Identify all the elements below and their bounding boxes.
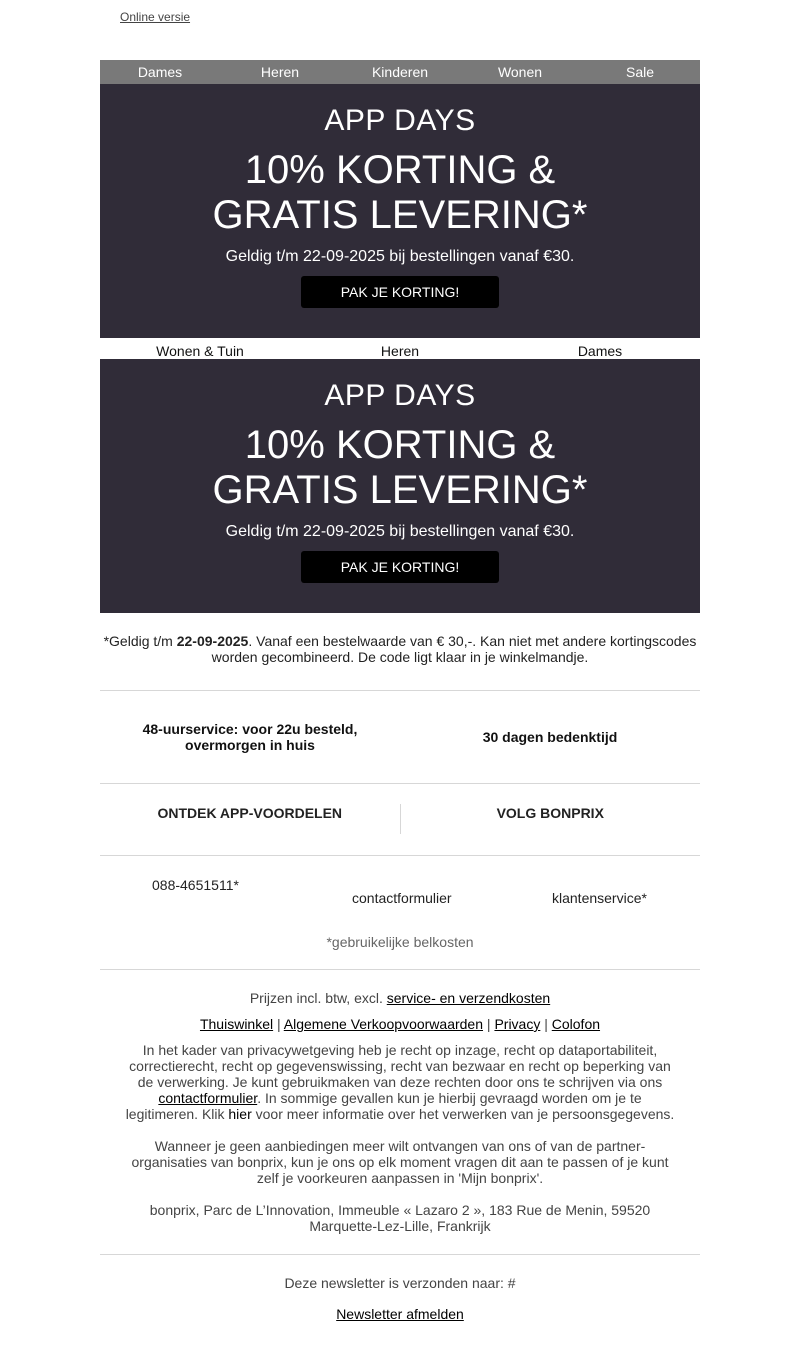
sub-nav <box>100 338 700 359</box>
promo-kicker: APP DAYS <box>324 379 476 412</box>
top-nav <box>100 60 700 84</box>
promo-banner-2[interactable] <box>100 359 700 613</box>
newsletter-footer <box>100 1255 700 1322</box>
prices-prefix: Prijzen incl. btw, excl. <box>249 990 387 1006</box>
promo-cta-button[interactable]: PAK JE KORTING! <box>301 276 499 308</box>
usp-delivery[interactable] <box>100 721 400 753</box>
online-version-link[interactable]: Online versie <box>120 10 191 24</box>
disclaimer-date: 22-09-2025 <box>176 633 249 649</box>
subnav-item-dames[interactable]: Dames <box>577 343 623 359</box>
nav-item-heren[interactable]: Heren <box>260 64 300 80</box>
privacy-contact-form-link[interactable]: contactformulier <box>158 1090 258 1106</box>
unsubscribe-link[interactable]: Newsletter afmelden <box>336 1306 464 1322</box>
promo-banner[interactable] <box>100 84 700 338</box>
privacy-text <box>100 1042 700 1122</box>
follow-bonprix-link[interactable]: VOLG BONPRIX <box>496 805 604 821</box>
privacy-text-3: voor meer informatie over het verwerken van je persoonsgegevens. <box>251 1106 675 1122</box>
footer <box>100 970 700 1234</box>
nav-item-kinderen[interactable]: Kinderen <box>371 64 429 80</box>
unsubscribe-info: Wanneer je geen aanbiedingen meer wilt ontvangen van ons of van de partner-organisaties van bonprix, kun je ons op elk moment vragen dit aan te passen of je kunt zelf je voorkeuren aanpassen in 'Mijn bonprix'. <box>131 1138 669 1186</box>
terms-link[interactable]: Algemene Verkoopvoorwaarden <box>283 1016 484 1032</box>
company-address: bonprix, Parc de L’Innovation, Immeuble « Lazaro 2 », 183 Rue de Menin, 59520 Marquette-Lez-Lille, Frankrijk <box>149 1202 651 1234</box>
promo-kicker: APP DAYS <box>324 104 476 137</box>
nav-item-wonen[interactable]: Wonen <box>497 64 543 80</box>
disclaimer-prefix: *Geldig t/m <box>103 633 177 649</box>
thuiswinkel-link[interactable]: Thuiswinkel <box>199 1016 274 1032</box>
call-cost-note: *gebruikelijke belkosten <box>326 934 474 950</box>
prices-note <box>100 990 700 1006</box>
phone-link[interactable]: 088-4651511* <box>152 877 239 893</box>
privacy-here-link[interactable]: hier <box>228 1106 252 1122</box>
usp-delivery-line2: overmorgen in huis <box>185 737 315 753</box>
promo-cta-button[interactable]: PAK JE KORTING! <box>301 551 499 583</box>
promo-headline-line2: GRATIS LEVERING* <box>212 468 588 512</box>
sent-to-text: Deze newsletter is verzonden naar: # <box>284 1275 516 1291</box>
shipping-costs-link[interactable]: service- en verzendkosten <box>386 990 551 1006</box>
disclaimer-rest: . Vanaf een bestelwaarde van € 30,-. Kan niet met andere kortingscodes worden gecombineerd. De code ligt klaar in je winkelmandje. <box>211 633 697 665</box>
promo-headline <box>100 148 700 238</box>
subnav-item-heren[interactable]: Heren <box>380 343 420 359</box>
promo-validity: Geldig t/m 22-09-2025 bij bestellingen vanaf €30. <box>225 523 575 540</box>
legal-links <box>100 1016 700 1032</box>
contact-form-link[interactable]: contactformulier <box>352 890 452 906</box>
link-separator: | <box>277 1016 281 1032</box>
usp-returns[interactable]: 30 dagen bedenktijd <box>482 729 618 745</box>
service-usp <box>100 691 700 783</box>
link-separator: | <box>544 1016 548 1032</box>
nav-item-dames[interactable]: Dames <box>137 64 183 80</box>
promo-headline <box>100 423 700 513</box>
usp-delivery-line1: 48-uurservice: voor 22u besteld, <box>142 721 358 737</box>
privacy-link[interactable]: Privacy <box>494 1016 541 1032</box>
subnav-item-wonen-tuin[interactable]: Wonen & Tuin <box>156 343 244 359</box>
colofon-link[interactable]: Colofon <box>551 1016 601 1032</box>
contact-section <box>100 856 700 969</box>
nav-item-sale[interactable]: Sale <box>625 64 655 80</box>
link-separator: | <box>486 1016 491 1032</box>
privacy-text-1: In het kader van privacywetgeving heb je recht op inzage, recht op dataportabiliteit, correctierecht, recht op gegevenswissing, recht van bezwaar en recht op beperking van de verwerking. Je kunt gebruikmaken van deze rechten door ons te schrijven via ons <box>129 1042 671 1090</box>
promo-headline-line1: 10% KORTING & <box>244 148 556 192</box>
app-and-social <box>100 784 700 855</box>
promo-disclaimer <box>100 633 700 665</box>
privacy-text-2: . In sommige gevallen kun je hierbij gevraagd worden om je te legitimeren. Klik <box>125 1090 642 1122</box>
customer-service-link[interactable]: klantenservice* <box>552 890 647 906</box>
promo-headline-line2: GRATIS LEVERING* <box>212 193 588 237</box>
promo-validity: Geldig t/m 22-09-2025 bij bestellingen vanaf €30. <box>225 248 575 265</box>
promo-headline-line1: 10% KORTING & <box>244 423 556 467</box>
discover-app-link[interactable]: ONTDEK APP-VOORDELEN <box>157 805 343 821</box>
